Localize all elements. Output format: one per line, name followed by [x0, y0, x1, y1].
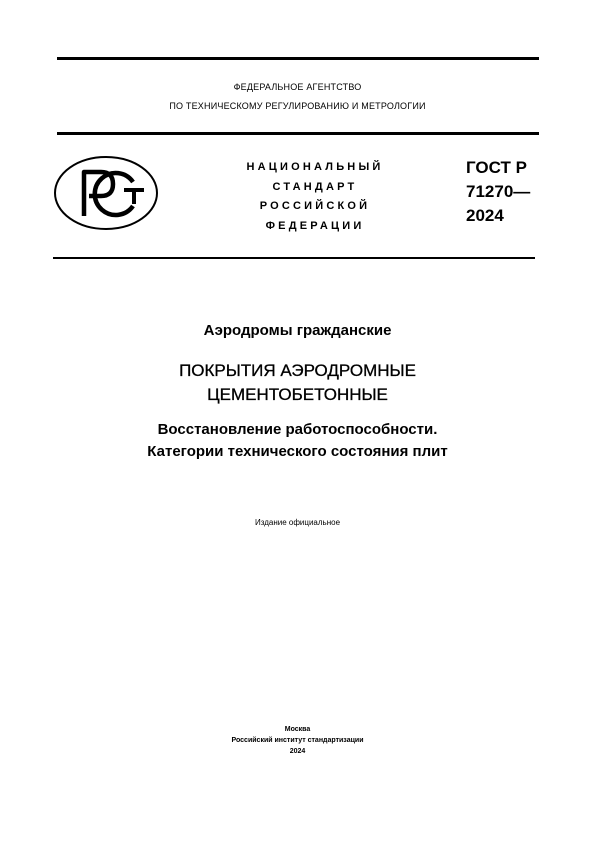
top-rule	[57, 57, 539, 60]
edition-label: Издание официальное	[254, 518, 341, 527]
title-main-line-2: ЦЕМЕНТОБЕТОННЫЕ	[207, 385, 388, 404]
title-sub-line-1: Восстановление работоспособности.	[157, 421, 438, 438]
standard-designation	[466, 156, 530, 228]
imprint-publisher: Российский институт стандартизации	[231, 737, 364, 744]
agency-line-1: ФЕДЕРАЛЬНОЕ АГЕНТСТВО	[233, 82, 362, 92]
agency-line-2: ПО ТЕХНИЧЕСКОМУ РЕГУЛИРОВАНИЮ И МЕТРОЛОГИИ	[169, 101, 426, 111]
imprint-city: Москва	[284, 726, 311, 733]
standard-bottom-rule	[53, 257, 535, 259]
title-sub-line-2: Категории технического состояния плит	[147, 443, 448, 460]
designation-line-2: 71270—	[466, 182, 531, 201]
imprint-year: 2024	[289, 748, 306, 755]
national-line-2: СТАНДАРТ	[272, 180, 358, 193]
title-group: Аэродромы гражданские	[203, 322, 392, 339]
national-line-3: РОССИЙСКОЙ	[259, 200, 371, 212]
national-line-1: НАЦИОНАЛЬНЫЙ	[246, 161, 384, 173]
title-main-line-1: ПОКРЫТИЯ АЭРОДРОМНЫЕ	[179, 361, 416, 380]
gost-r-emblem-icon	[53, 154, 159, 232]
agency-bottom-rule	[57, 132, 539, 135]
national-line-4: ФЕДЕРАЦИИ	[265, 219, 365, 232]
designation-line-3: 2024	[466, 206, 504, 225]
national-standard-label	[230, 158, 400, 236]
designation-line-1: ГОСТ Р	[466, 158, 527, 177]
